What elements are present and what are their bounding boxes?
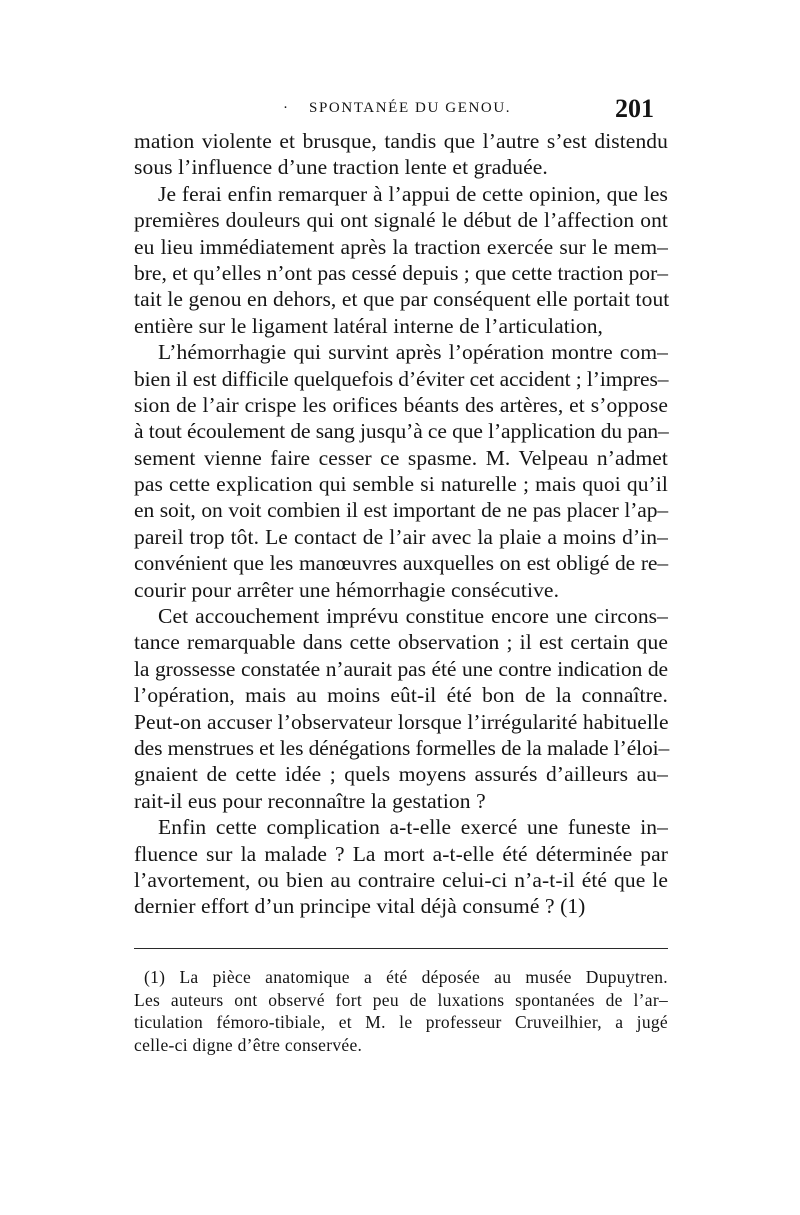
- footnote-divider: [134, 948, 668, 949]
- body-line: tance remarquable dans cette observation ; il est certain que: [134, 630, 668, 655]
- body-line: tait le genou en dehors, et que par conséquent elle portait tout: [134, 287, 670, 312]
- footnote: [134, 966, 668, 1056]
- body-line: à tout écoulement de sang jusqu’à ce que l’application du pan–: [134, 419, 669, 444]
- body-line: sement vienne faire cesser ce spasme. M. Velpeau n’admet: [134, 445, 668, 470]
- body-line: premières douleurs qui ont signalé le début de l’affection ont: [134, 208, 668, 233]
- body-line: Peut-on accuser l’observateur lorsque l’irrégularité habituelle: [134, 709, 669, 734]
- paragraph-start-line: L’hémorrhagie qui survint après l’opération montre com–: [158, 340, 668, 365]
- paragraph-start-line: Enfin cette complication a-t-elle exercé une funeste in–: [158, 815, 668, 840]
- body-line: l’opération, mais au moins eût-il été bon de la connaître.: [134, 683, 668, 708]
- body-line: des menstrues et les dénégations formelles de la malade l’éloi–: [134, 735, 670, 760]
- body-line: eu lieu immédiatement après la traction exercée sur le mem–: [134, 234, 668, 259]
- running-head: [134, 96, 654, 126]
- body-line: entière sur le ligament latéral interne de l’articulation,: [134, 313, 604, 338]
- body-line: la grossesse constatée n’aurait pas été une contre indication de: [134, 656, 668, 681]
- page-number: 201: [615, 94, 654, 123]
- footnote-line: (1) La pièce anatomique a été déposée au musée Dupuytren.: [144, 967, 668, 987]
- paragraph-start-line: Je ferai enfin remarquer à l’appui de cette opinion, que les: [158, 181, 668, 206]
- body-line: fluence sur la malade ? La mort a-t-elle été déterminée par: [134, 841, 668, 866]
- body-line: bre, et qu’elles n’ont pas cessé depuis ; que cette traction por–: [134, 260, 668, 285]
- body-line: gnaient de cette idée ; quels moyens assurés d’ailleurs au–: [134, 762, 668, 787]
- body-line: convénient que les manœuvres auxquelles on est obligé de re–: [134, 551, 668, 576]
- body-line: sion de l’air crispe les orifices béants des artères, et s’oppose: [134, 392, 668, 417]
- body-line: l’avortement, ou bien au contraire celui-ci n’a-t-il été que le: [134, 867, 668, 892]
- body-line: pas cette explication qui semble si naturelle ; mais quoi qu’il: [134, 472, 668, 497]
- body-line: bien il est difficile quelquefois d’éviter cet accident ; l’impres–: [134, 366, 669, 391]
- body-line: pareil trop tôt. Le contact de l’air avec la plaie a moins d’in–: [134, 524, 668, 549]
- paragraph-start-line: Cet accouchement imprévu constitue encore une circons–: [158, 604, 668, 629]
- footnote-line: ticulation fémoro-tibiale, et M. le professeur Cruveilhier, a jugé: [134, 1012, 668, 1033]
- body-line: dernier effort d’un principe vital déjà consumé ? (1): [134, 894, 586, 919]
- body-text: [134, 128, 668, 920]
- body-line: mation violente et brusque, tandis que l’autre s’est distendu: [134, 129, 668, 153]
- footnote-line: celle-ci digne d’être conservée.: [134, 1034, 363, 1055]
- body-line: en soit, on voit combien il est important de ne pas placer l’ap–: [134, 498, 668, 523]
- footnote-line: Les auteurs ont observé fort peu de luxations spontanées de l’ar–: [134, 989, 668, 1010]
- body-line: rait-il eus pour reconnaître la gestation ?: [134, 788, 486, 813]
- body-line: courir pour arrêter une hémorrhagie consécutive.: [134, 577, 560, 602]
- body-line: sous l’influence d’une traction lente et graduée.: [134, 155, 548, 180]
- running-title: · SPONTANÉE DU GENOU.: [309, 100, 511, 117]
